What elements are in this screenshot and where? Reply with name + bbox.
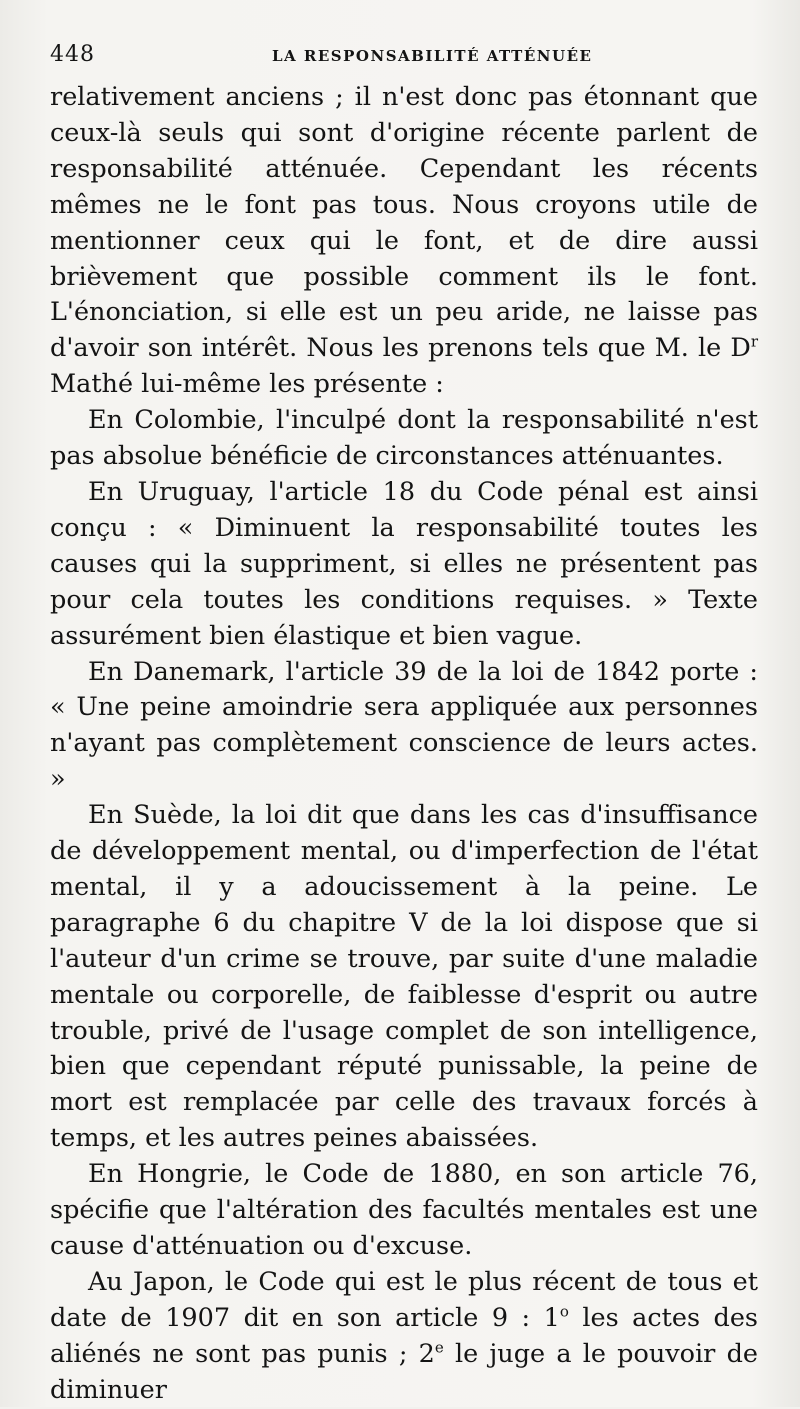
paragraph-japon: [50, 1265, 758, 1409]
paragraph-hongrie: En Hongrie, le Code de 1880, en son article 76, spécifie que l'altération des facultés mentales est une cause d'atténuation ou d'excuse.: [50, 1159, 758, 1261]
superscript-r: r: [750, 332, 758, 351]
running-title: LA RESPONSABILITÉ ATTÉNUÉE: [272, 47, 593, 65]
paragraph-intro-text-end: Mathé lui-même les présente :: [50, 369, 444, 400]
paragraph-intro: [50, 80, 758, 403]
body-text: [50, 80, 758, 1409]
paragraph-japon-text: Au Japon, le Code qui est le plus récent de tous et date de 1907 dit en son article 9 : 1: [50, 1266, 758, 1333]
page-header: [50, 38, 758, 80]
superscript-o: o: [559, 1302, 569, 1321]
paragraph-japon-text-end: le juge a le pouvoir de diminuer: [50, 1338, 758, 1405]
paragraph-suede: En Suède, la loi dit que dans les cas d'insuffisance de développement mental, ou d'imperfection de l'état mental, il y a adoucissement à la peine. Le paragraphe 6 du chapitre V de la loi dispose que si l'auteur d'un crime se trouve, par suite d'une maladie mentale ou corporelle, de faiblesse d'esprit ou autre trouble, privé de l'usage complet de son intelligence, bien que cependant réputé punissable, la peine de mort est remplacée par celle des travaux forcés à temps, et les autres peines abaissées.: [50, 800, 758, 1154]
paragraph-intro-text: relativement anciens ; il n'est donc pas étonnant que ceux-là seuls qui sont d'origine récente parlent de responsabilité atténuée. Cependant les récents mêmes ne le font pas tous. Nous croyons utile de mentionner ceux qui le font, et de dire aussi brièvement que possible comment ils le font. L'énonciation, si elle est un peu aride, ne laisse pas d'avoir son intérêt. Nous les prenons tels que M. le D: [50, 82, 758, 364]
superscript-e: e: [434, 1338, 444, 1357]
paragraph-japon-text-middle: les actes des aliénés ne sont pas punis ; 2: [50, 1302, 758, 1369]
paragraph-uruguay: En Uruguay, l'article 18 du Code pénal est ainsi conçu : « Diminuent la responsabilité toutes les causes qui la suppriment, si elles ne présentent pas pour cela toutes les conditions requises. » Texte assurément bien élastique et bien vague.: [50, 476, 758, 651]
paragraph-colombie: En Colombie, l'inculpé dont la responsabilité n'est pas absolue bénéficie de circonstances atténuantes.: [50, 405, 758, 472]
paragraph-danemark: En Danemark, l'article 39 de la loi de 1842 porte : « Une peine amoindrie sera appliquée aux personnes n'ayant pas complètement conscience de leurs actes. »: [50, 656, 758, 795]
page-number: 448: [50, 42, 95, 67]
